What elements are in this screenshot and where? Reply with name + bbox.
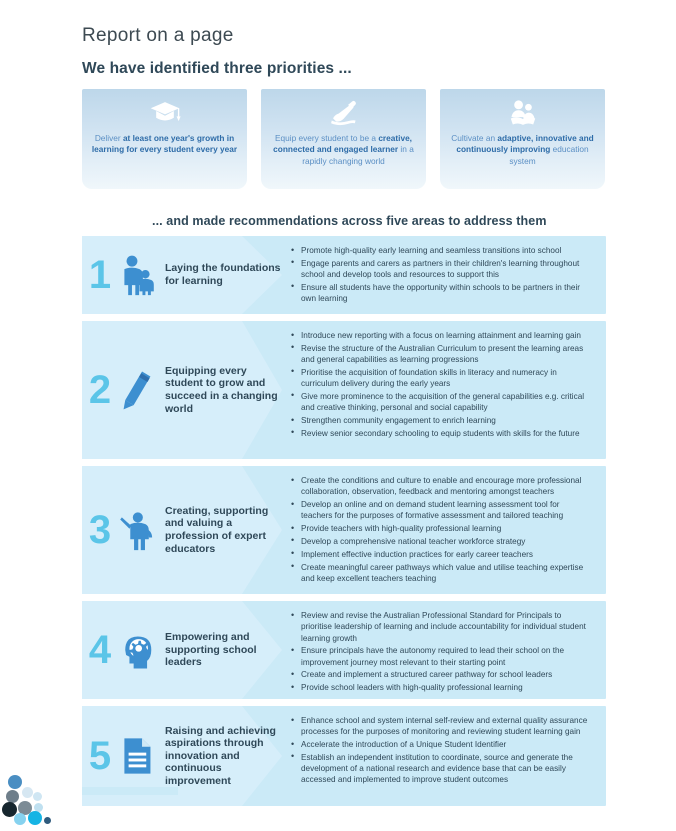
bullet-item: • Review senior secondary schooling to equip students with skills for the future <box>300 428 592 439</box>
priority-card-1 <box>82 89 247 189</box>
bullet-item: • Promote high-quality early learning and seamless transitions into school <box>300 245 592 256</box>
row-number: 2 <box>88 368 112 412</box>
pencil-writing-hand-icon <box>327 95 361 131</box>
bullet-item: • Implement effective induction practices for early career teachers <box>300 549 592 560</box>
decorative-dots-icon <box>0 773 70 823</box>
bullet-item: • Revise the structure of the Australian Curriculum to present the learning areas and general capabilities as learning progressions <box>300 343 592 366</box>
bullet-item: • Ensure all students have the opportunity within schools to be partners in their own learning <box>300 282 592 305</box>
row-title: Empowering and supporting school leaders <box>165 631 257 669</box>
graduation-cap-icon <box>148 95 182 131</box>
bullet-item: • Develop an online and on demand student learning assessment tool for teachers for the purposes of formative assessment and tailored teaching <box>300 499 592 522</box>
row-title: Equipping every student to grow and succeed in a changing world <box>165 364 278 415</box>
priority-card-3 <box>440 89 605 189</box>
priority-card-text: Cultivate an adaptive, innovative and continuously improving education system <box>451 133 594 166</box>
parent-and-child-icon <box>114 254 160 296</box>
bullet-item: • Prioritise the acquisition of foundation skills in literacy and numeracy in curriculum delivery during the early years <box>300 367 592 390</box>
pencil-icon <box>114 369 160 411</box>
bullet-item: • Ensure principals have the autonomy required to lead their school on the improvement journey most relevant to their starting point <box>300 645 592 668</box>
row-title: Raising and achieving aspirations through innovation and continuous improvement <box>165 724 276 787</box>
bullet-item: • Create meaningful career pathways which value and utilise teaching expertise and keep excellent teachers teaching <box>300 562 592 585</box>
section-title: We have identified three priorities ... <box>82 60 352 77</box>
teacher-with-pointer-icon <box>114 509 160 551</box>
page-title: Report on a page <box>82 25 234 46</box>
bullet-item: • Give more prominence to the acquisition of the general capabilities e.g. critical and creative thinking, personal and social capability <box>300 391 592 414</box>
bullet-item: • Provide school leaders with high-quality professional learning <box>300 682 592 693</box>
recommendation-row-4 <box>82 601 606 699</box>
priority-card-text: Deliver at least one year's growth in learning for every student every year <box>91 133 238 155</box>
priority-card-2 <box>261 89 426 189</box>
bullet-item: • Accelerate the introduction of a Unique Student Identifier <box>300 739 592 750</box>
row-title: Creating, supporting and valuing a profession of expert educators <box>165 504 269 555</box>
row-lead <box>82 321 282 459</box>
priority-card-list <box>82 89 606 191</box>
row-bullets <box>282 236 606 314</box>
bullet-item: • Enhance school and system internal self-review and external quality assurance processes for the purposes of monitoring and reviewing student learning gain <box>300 715 592 738</box>
priority-card-text: Equip every student to be a creative, connected and engaged learner in a rapidly changing world <box>273 133 414 166</box>
document-icon <box>114 735 160 777</box>
row-bullets <box>282 706 606 806</box>
bullet-item: • Develop a comprehensive national teacher workforce strategy <box>300 536 592 547</box>
footer-bar <box>82 787 178 795</box>
row-bullets <box>282 321 606 459</box>
row-number: 5 <box>88 734 112 778</box>
row-number: 3 <box>88 508 112 552</box>
recommendation-row-list <box>82 236 606 813</box>
people-reading-book-icon <box>506 95 540 131</box>
row-bullets <box>282 466 606 594</box>
recommendation-row-1 <box>82 236 606 314</box>
bullet-item: • Introduce new reporting with a focus on learning attainment and learning gain <box>300 330 592 341</box>
bullet-item: • Provide teachers with high-quality professional learning <box>300 523 592 534</box>
row-lead <box>82 236 282 314</box>
row-number: 4 <box>88 628 112 672</box>
sub-title: ... and made recommendations across five areas to address them <box>152 214 547 228</box>
bullet-item: • Review and revise the Australian Professional Standard for Principals to prioritise leadership of learning and include accountability for individual student learning growth <box>300 610 592 644</box>
bullet-item: • Create the conditions and culture to enable and encourage more professional collaboration, observation, feedback and mentoring amongst teachers <box>300 475 592 498</box>
row-lead <box>82 601 282 699</box>
bullet-item: • Create and implement a structured career pathway for school leaders <box>300 669 592 680</box>
row-bullets <box>282 601 606 699</box>
bullet-item: • Establish an independent institution to coordinate, source and generate the development of a national research and evidence base that can be easily accessed and implemented to improve student outcomes <box>300 752 592 786</box>
bullet-item: • Strengthen community engagement to enrich learning <box>300 415 592 426</box>
head-with-gear-icon <box>114 629 160 671</box>
row-lead <box>82 466 282 594</box>
recommendation-row-2 <box>82 321 606 459</box>
recommendation-row-3 <box>82 466 606 594</box>
row-number: 1 <box>88 253 112 297</box>
row-title: Laying the foundations for learning <box>165 262 281 287</box>
bullet-item: • Engage parents and carers as partners in their children's learning throughout school and develop tools and resources to support this <box>300 258 592 281</box>
